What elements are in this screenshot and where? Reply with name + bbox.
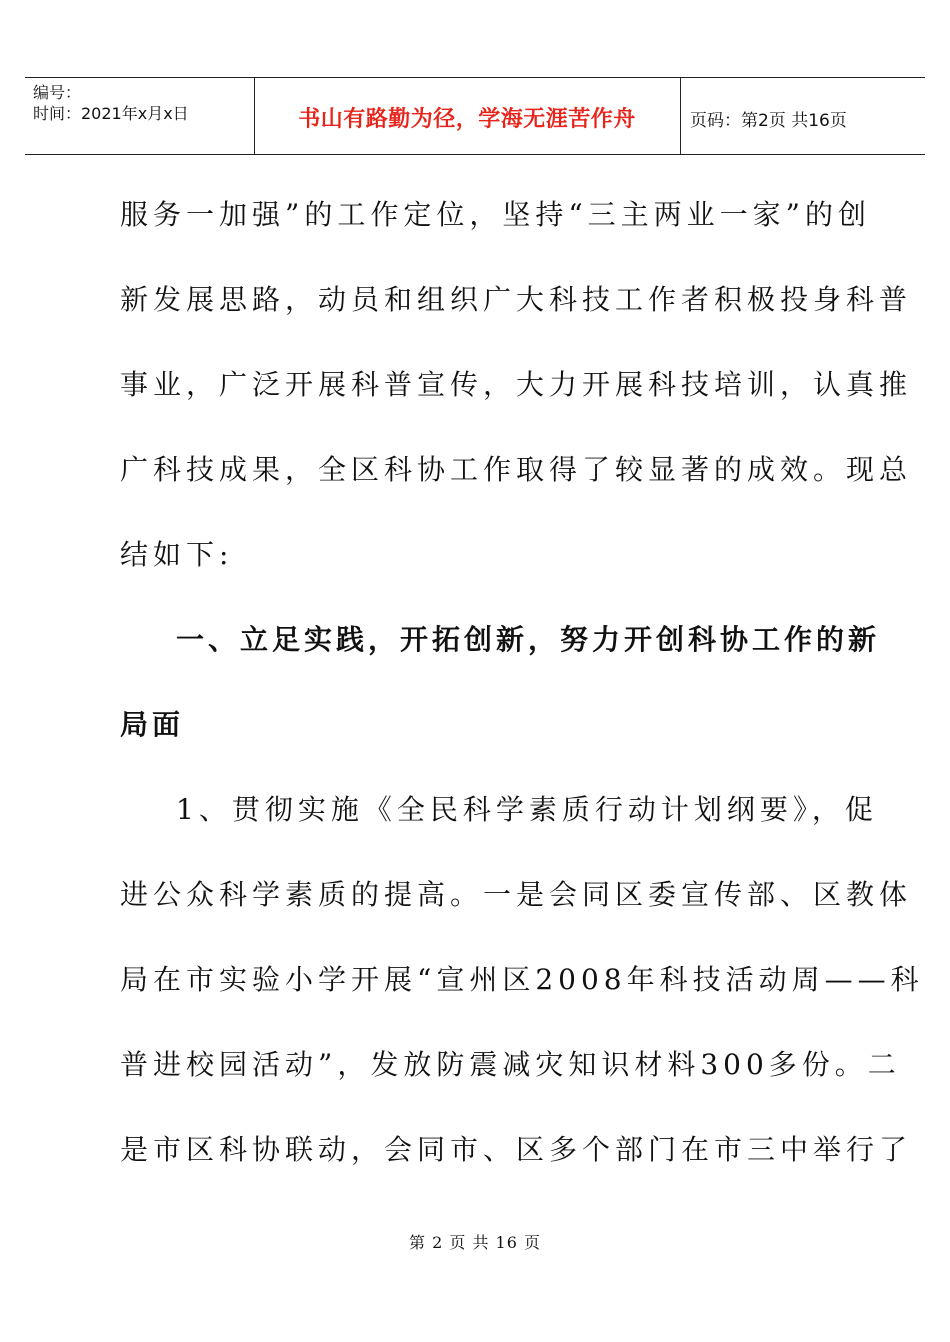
header-motto: 书山有路勤为径，学海无涯苦作舟	[298, 107, 636, 132]
body-line: 普进校园活动”，发放防震减灾知识材料300多份。二	[120, 1048, 901, 1081]
body-line: 1、贯彻实施《全民科学素质行动计划纲要》，促	[176, 793, 878, 826]
body-line: 新发展思路，动员和组织广大科技工作者积极投身科普	[120, 283, 913, 316]
header-divider-right	[680, 78, 681, 154]
body-line: 结如下:	[120, 538, 234, 571]
page-header	[25, 77, 925, 155]
body-line: 进公众科学素质的提高。一是会同区委宣传部、区教体	[120, 878, 913, 911]
body-line: 是市区科协联动，会同市、区多个部门在市三中举行了	[120, 1133, 913, 1166]
document-body	[120, 185, 924, 1205]
body-line: 局在市实验小学开展“宣州区2008年科技活动周——科	[120, 963, 924, 996]
doc-number-label: 编号：	[33, 83, 82, 102]
body-line: 服务一加强”的工作定位，坚持“三主两业一家”的创	[120, 198, 871, 231]
doc-time-label: 时间：2021年x月x日	[33, 104, 189, 123]
header-page-info: 页码：第2页 共16页	[690, 111, 847, 131]
section-heading-cont: 局面	[120, 708, 185, 741]
body-line: 广科技成果，全区科协工作取得了较显著的成效。现总	[120, 453, 913, 486]
header-meta	[33, 82, 189, 124]
page-footer: 第 2 页 共 16 页	[409, 1233, 541, 1252]
section-heading: 一、立足实践，开拓创新，努力开创科协工作的新	[176, 623, 881, 656]
body-line: 事业，广泛开展科普宣传，大力开展科技培训，认真推	[120, 368, 913, 401]
